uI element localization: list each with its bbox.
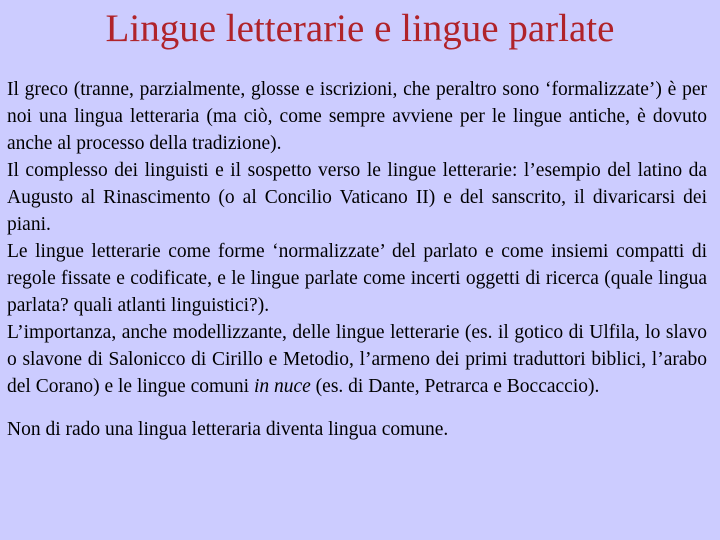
paragraph-closing: Non di rado una lingua letteraria diventa lingua comune. — [7, 419, 449, 440]
paragraph-normalized-forms: Le lingue letterarie come forme ‘normalizzate’ del parlato e come insiemi compatti di regole fissate e codificate, e le lingue parlate come incerti oggetti di ricerca (quale lingua parlata? quali atlanti linguistici?). — [7, 241, 707, 316]
paragraph-greek: Il greco (tranne, parzialmente, glosse e iscrizioni, che peraltro sono ‘formalizzate’) è per noi una lingua letteraria (ma ciò, come sempre avviene per le lingue antiche, è dovuto anche al processo della tradizione). — [7, 79, 707, 154]
paragraph-importance-text-1: L’importanza, anche modellizzante, delle lingue letterarie (es. il gotico di Ulfila, lo slavo o slavone di Salonicco di Cirillo e Metodio, l’armeno dei primi traduttori biblici, l’arabo del Corano) e le lingue comuni — [7, 322, 707, 397]
slide-body — [7, 76, 707, 443]
paragraph-importance-text-2: (es. di Dante, Petrarca e Boccaccio). — [310, 376, 600, 397]
slide-title: Lingue letterarie e lingue parlate — [105, 7, 615, 50]
in-nuce-italic: in nuce — [253, 376, 311, 397]
paragraph-linguists: Il complesso dei linguisti e il sospetto verso le lingue letterarie: l’esempio del latino da Augusto al Rinascimento (o al Concilio Vaticano II) e del sanscrito, il divaricarsi dei piani. — [7, 160, 707, 235]
paragraph-importance — [7, 319, 707, 400]
